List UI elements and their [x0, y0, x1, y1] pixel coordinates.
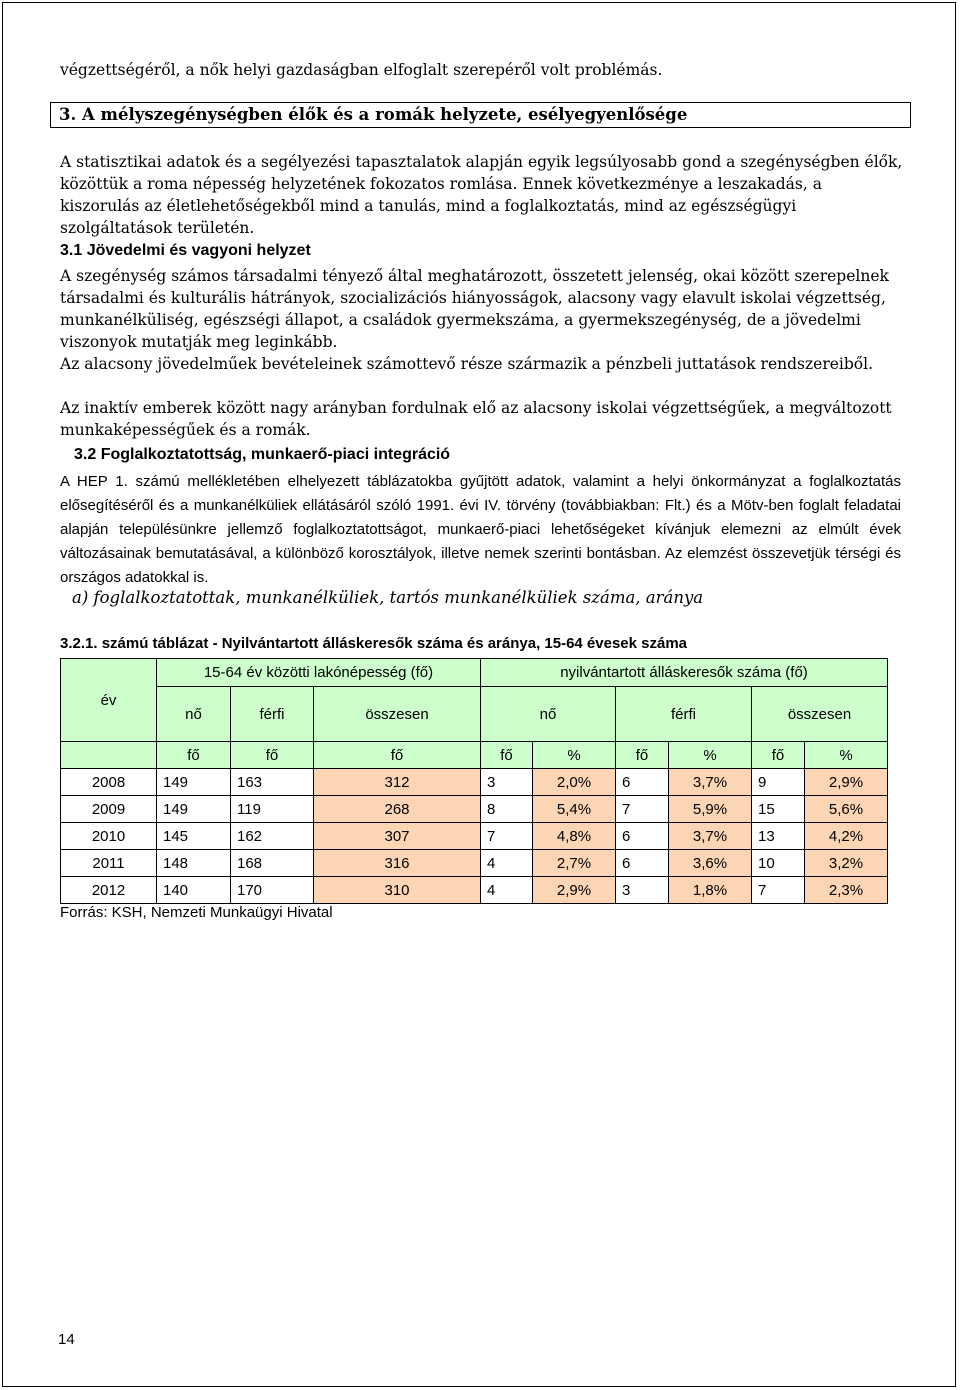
data-cell: 119	[231, 796, 314, 823]
data-cell: 15	[752, 796, 805, 823]
col-header-pop-female: nő	[157, 687, 231, 742]
data-cell: 163	[231, 769, 314, 796]
unit-cell: fő	[481, 742, 533, 769]
unit-cell: %	[533, 742, 616, 769]
table-row	[61, 877, 888, 904]
data-cell: 4	[481, 877, 533, 904]
col-header-js-female: nő	[481, 687, 616, 742]
data-cell: 316	[314, 850, 481, 877]
table-row	[61, 769, 888, 796]
data-cell: 2,7%	[533, 850, 616, 877]
section-3-2-subheading: a) foglalkoztatottak, munkanélküliek, tartós munkanélküliek száma, aránya	[72, 588, 704, 607]
data-cell: 3,6%	[669, 850, 752, 877]
section-3-heading: 3. A mélyszegénységben élők és a romák helyzete, esélyegyenlősége	[50, 102, 911, 128]
col-header-pop-male: férfi	[231, 687, 314, 742]
data-cell: 310	[314, 877, 481, 904]
data-cell: 7	[481, 823, 533, 850]
data-cell: 4	[481, 850, 533, 877]
section-3-1-paragraph-2: Az alacsony jövedelműek bevételeinek számottevő része származik a pénzbeli juttatások rendszereiből.	[60, 355, 874, 373]
data-cell: 6	[616, 769, 669, 796]
page-number: 14	[58, 1331, 75, 1348]
data-cell: 5,4%	[533, 796, 616, 823]
unit-cell: fő	[616, 742, 669, 769]
year-cell: 2012	[61, 877, 157, 904]
data-cell: 8	[481, 796, 533, 823]
col-header-pop-total: összesen	[314, 687, 481, 742]
jobseekers-table	[60, 658, 888, 904]
data-cell: 9	[752, 769, 805, 796]
unit-cell: %	[805, 742, 888, 769]
col-header-year: év	[61, 659, 157, 742]
year-cell: 2008	[61, 769, 157, 796]
col-header-js-total: összesen	[752, 687, 888, 742]
data-cell: 7	[616, 796, 669, 823]
table-source: Forrás: KSH, Nemzeti Munkaügyi Hivatal	[60, 904, 333, 921]
unit-cell: fő	[314, 742, 481, 769]
data-cell: 3	[616, 877, 669, 904]
data-cell: 3	[481, 769, 533, 796]
data-cell: 149	[157, 769, 231, 796]
year-cell: 2009	[61, 796, 157, 823]
data-cell: 268	[314, 796, 481, 823]
unit-cell: fő	[157, 742, 231, 769]
data-cell: 2,0%	[533, 769, 616, 796]
col-header-js-male: férfi	[616, 687, 752, 742]
data-cell: 148	[157, 850, 231, 877]
data-cell: 2,3%	[805, 877, 888, 904]
year-cell: 2011	[61, 850, 157, 877]
data-cell: 2,9%	[805, 769, 888, 796]
data-cell: 3,7%	[669, 769, 752, 796]
data-cell: 168	[231, 850, 314, 877]
data-cell: 3,2%	[805, 850, 888, 877]
data-cell: 307	[314, 823, 481, 850]
section-3-2-paragraph: A HEP 1. számú mellékletében elhelyezett táblázatokba gyűjtött adatok, valamint a helyi önkormányzat a foglalkoztatás elősegítéséről és a munkanélküliek ellátásáról szóló 1991. évi IV. törvény (továbbiakban: Flt.) és a Mötv-ben foglalt feladatai alapján településünkre jellemző foglalkoztatottságot, munkaerő-piaci lehetőségeket kívánjuk elemezni az elmúlt évek változásainak bemutatásával, a különböző korosztályok, illetve nemek szerinti bontásban. Az elemzést összevetjük térségi és országos adatokkal is.	[60, 473, 901, 586]
table-title: 3.2.1. számú táblázat - Nyilvántartott álláskeresők száma és aránya, 15-64 évesek száma	[60, 635, 688, 652]
data-cell: 140	[157, 877, 231, 904]
data-cell: 10	[752, 850, 805, 877]
data-cell: 7	[752, 877, 805, 904]
unit-cell: %	[669, 742, 752, 769]
data-cell: 1,8%	[669, 877, 752, 904]
data-cell: 2,9%	[533, 877, 616, 904]
data-cell: 312	[314, 769, 481, 796]
table-row	[61, 823, 888, 850]
data-cell: 5,6%	[805, 796, 888, 823]
table-row	[61, 796, 888, 823]
group-header-population: 15-64 év közötti lakónépesség (fő)	[157, 659, 481, 687]
data-cell: 3,7%	[669, 823, 752, 850]
section-3-paragraph: A statisztikai adatok és a segélyezési tapasztalatok alapján egyik legsúlyosabb gond a szegénységben élők, közöttük a roma népesség helyzetének fokozatos romlása. Ennek következménye a leszakadás, a kiszorulás az életlehetőségekből mind a tanulás, mind a foglalkoztatás, mind az egészségügyi szolgáltatások területén.	[60, 153, 903, 237]
section-3-1-paragraph-3: Az inaktív emberek között nagy arányban fordulnak elő az alacsony iskolai végzettségűek, a megváltozott munkaképességűek és a romák.	[60, 399, 892, 439]
data-cell: 6	[616, 823, 669, 850]
section-3-2-heading: 3.2 Foglalkoztatottság, munkaerő-piaci integráció	[74, 446, 451, 463]
table-row	[61, 850, 888, 877]
data-cell: 162	[231, 823, 314, 850]
intro-line: végzettségéről, a nők helyi gazdaságban elfoglalt szerepéről volt problémás.	[60, 61, 663, 79]
group-header-jobseekers: nyilvántartott álláskeresők száma (fő)	[481, 659, 888, 687]
data-cell: 170	[231, 877, 314, 904]
unit-cell: fő	[231, 742, 314, 769]
data-cell: 149	[157, 796, 231, 823]
data-cell: 4,8%	[533, 823, 616, 850]
section-3-1-paragraph-1: A szegénység számos társadalmi tényező által meghatározott, összetett jelenség, okai között szerepelnek társadalmi és kulturális hátrányok, szocializációs hiányosságok, alacsony vagy elavult iskolai végzettség, munkanélküliség, egészségi állapot, a családok gyermekszáma, a gyermekszegénység, de a jövedelmi viszonyok mutatják meg leginkább.	[60, 267, 889, 351]
data-cell: 5,9%	[669, 796, 752, 823]
unit-cell: fő	[752, 742, 805, 769]
data-cell: 13	[752, 823, 805, 850]
unit-year-blank	[61, 742, 157, 769]
data-cell: 6	[616, 850, 669, 877]
data-cell: 145	[157, 823, 231, 850]
data-cell: 4,2%	[805, 823, 888, 850]
section-3-1-heading: 3.1 Jövedelmi és vagyoni helyzet	[60, 242, 311, 259]
year-cell: 2010	[61, 823, 157, 850]
